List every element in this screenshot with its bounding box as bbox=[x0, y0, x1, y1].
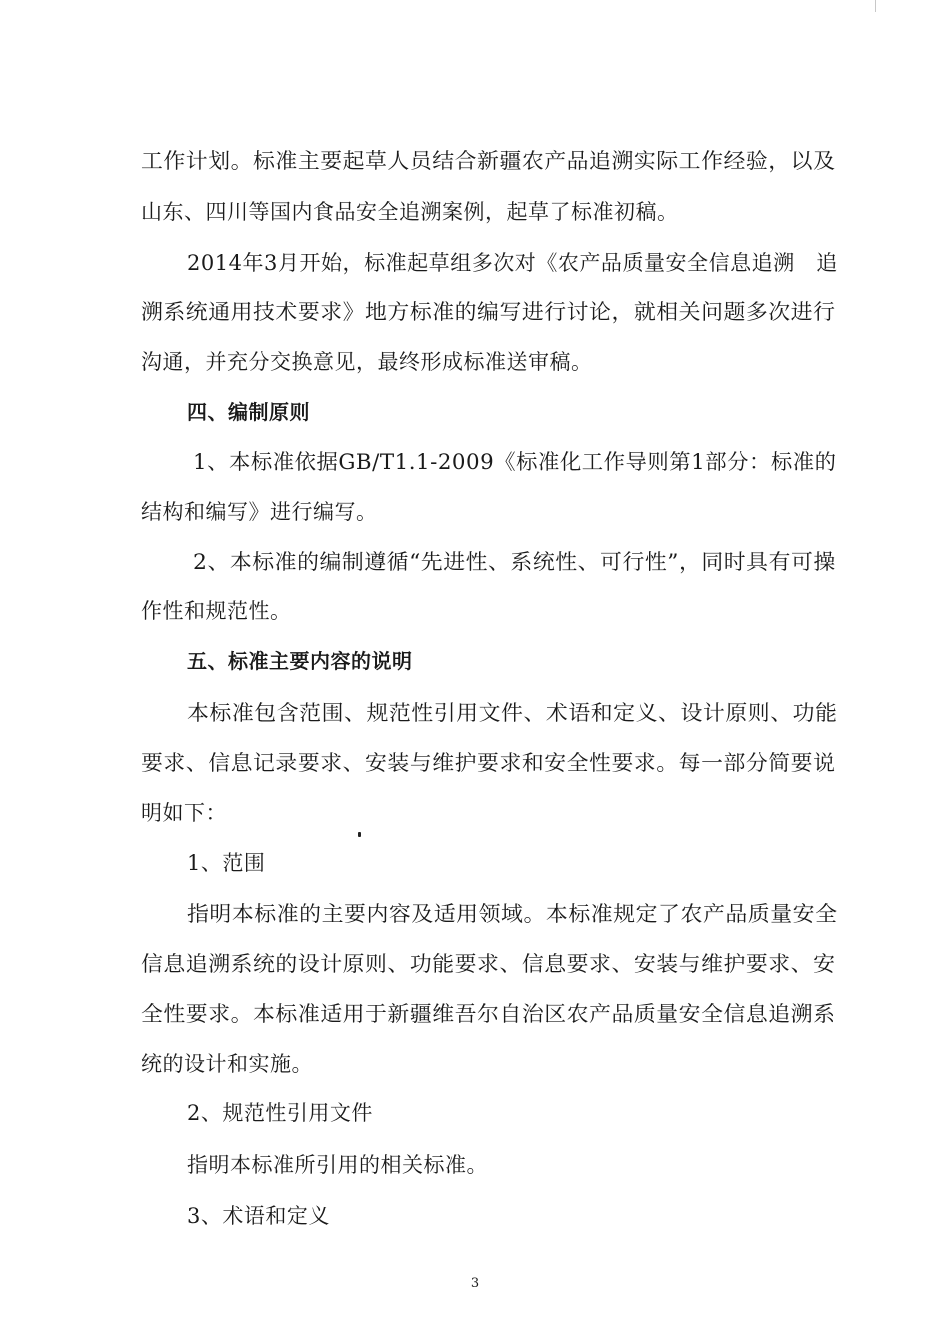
text-line-18: 全性要求。本标准适用于新疆维吾尔自治区农产品质量安全信息追溯系 bbox=[141, 1002, 836, 1026]
subsection-heading-2: 2、规范性引用文件 bbox=[187, 1101, 373, 1125]
text-line-1: 工作计划。标准主要起草人员结合新疆农产品追溯实际工作经验，以及 bbox=[141, 149, 836, 173]
section-heading-4: 四、编制原则 bbox=[187, 400, 310, 424]
subsection-heading-1: 1、范围 bbox=[187, 851, 266, 875]
text-line-5: 沟通，并充分交换意见，最终形成标准送审稿。 bbox=[141, 350, 593, 374]
text-line-19: 统的设计和实施。 bbox=[141, 1052, 313, 1076]
text-line-21: 指明本标准所引用的相关标准。 bbox=[187, 1153, 488, 1177]
section-heading-5: 五、标准主要内容的说明 bbox=[187, 649, 413, 673]
text-line-3: 2014年3月开始，标准起草组多次对《农产品质量安全信息追溯 追 bbox=[187, 251, 838, 275]
text-line-14: 明如下： bbox=[141, 801, 227, 825]
text-line-12: 本标准包含范围、规范性引用文件、术语和定义、设计原则、功能 bbox=[187, 701, 838, 725]
text-line-17: 信息追溯系统的设计原则、功能要求、信息要求、安装与维护要求、安 bbox=[141, 952, 836, 976]
text-line-16: 指明本标准的主要内容及适用领域。本标准规定了农产品质量安全 bbox=[187, 902, 838, 926]
text-line-2: 山东、四川等国内食品安全追溯案例，起草了标准初稿。 bbox=[141, 200, 679, 224]
text-line-4: 溯系统通用技术要求》地方标准的编写进行讨论，就相关问题多次进行 bbox=[141, 300, 836, 324]
text-line-7: 1、本标准依据GB/T1.1-2009《标准化工作导则第1部分：标准的 bbox=[193, 450, 837, 474]
page-number: 3 bbox=[470, 1276, 480, 1291]
text-line-8: 结构和编写》进行编写。 bbox=[141, 500, 378, 524]
subsection-heading-3: 3、术语和定义 bbox=[187, 1204, 330, 1228]
scan-speck bbox=[358, 832, 361, 837]
scan-edge-mark bbox=[875, 0, 876, 12]
text-line-10: 作性和规范性。 bbox=[141, 599, 292, 623]
text-line-13: 要求、信息记录要求、安装与维护要求和安全性要求。每一部分简要说 bbox=[141, 751, 836, 775]
text-line-9: 2、本标准的编制遵循“先进性、系统性、可行性”，同时具有可操 bbox=[193, 550, 836, 574]
